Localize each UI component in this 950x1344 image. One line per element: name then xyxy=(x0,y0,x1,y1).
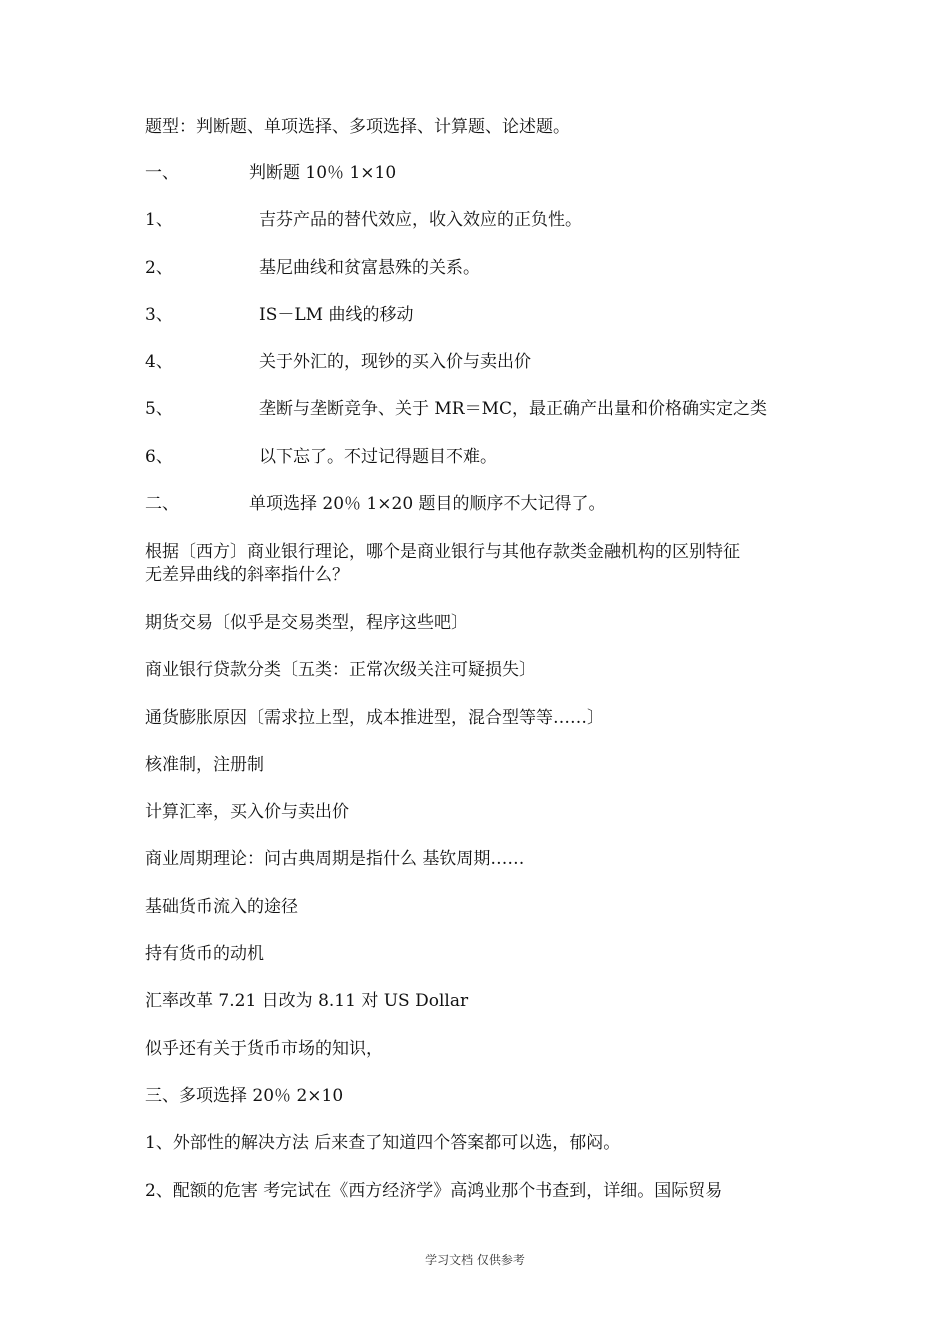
paragraph-line: 基础货币流入的途径 xyxy=(145,897,298,917)
item-number: 5、 xyxy=(145,399,173,419)
item-text: 基尼曲线和贫富悬殊的关系。 xyxy=(259,258,480,278)
section-1-heading xyxy=(145,162,397,184)
item-number: 4、 xyxy=(145,352,173,372)
list-item xyxy=(145,257,480,279)
list-item xyxy=(145,351,531,373)
list-item: 1、外部性的解决方法 后来查了知道四个答案都可以选，郁闷。 xyxy=(145,1133,621,1153)
paragraph-line: 核准制，注册制 xyxy=(145,755,264,775)
page-footer: 学习文档 仅供参考 xyxy=(425,1253,525,1267)
paragraph-line: 根据〔西方〕商业银行理论，哪个是商业银行与其他存款类金融机构的区别特征 xyxy=(145,542,740,562)
list-item xyxy=(145,209,582,231)
paragraph-line: 计算汇率，买入价与卖出价 xyxy=(145,802,349,822)
paragraph-line: 汇率改革 7.21 日改为 8.11 对 US Dollar xyxy=(145,991,469,1011)
paragraph-line: 商业银行贷款分类〔五类：正常次级关注可疑损失〕 xyxy=(145,660,536,680)
section-3-heading: 三、多项选择 20％ 2×10 xyxy=(145,1086,344,1106)
list-item xyxy=(145,398,768,420)
item-text: 以下忘了。不过记得题目不难。 xyxy=(259,447,497,467)
paragraph-line: 通货膨胀原因〔需求拉上型，成本推进型，混合型等等……〕 xyxy=(145,708,604,728)
item-text: 吉芬产品的替代效应，收入效应的正负性。 xyxy=(259,210,582,230)
item-number: 3、 xyxy=(145,305,173,325)
item-number: 1、 xyxy=(145,210,173,230)
list-item xyxy=(145,304,414,326)
list-item: 2、配额的危害 考完试在《西方经济学》高鸿业那个书查到，详细。国际贸易 xyxy=(145,1181,723,1201)
paragraph-line: 无差异曲线的斜率指什么？ xyxy=(145,565,349,585)
item-text: 关于外汇的，现钞的买入价与卖出价 xyxy=(259,352,531,372)
paragraph-line: 持有货币的动机 xyxy=(145,944,264,964)
list-item xyxy=(145,446,497,468)
item-text: 垄断与垄断竞争、关于 MR＝MC，最正确产出量和价格确实定之类 xyxy=(259,399,768,419)
section-2-heading xyxy=(145,493,606,515)
item-number: 2、 xyxy=(145,258,173,278)
paragraph-line: 商业周期理论：问古典周期是指什么 基钦周期…… xyxy=(145,849,525,869)
section-title: 单项选择 20％ 1×20 题目的顺序不大记得了。 xyxy=(249,494,606,514)
section-number: 一、 xyxy=(145,163,179,183)
question-types-line: 题型：判断题、单项选择、多项选择、计算题、论述题。 xyxy=(145,117,570,137)
paragraph-line: 似乎还有关于货币市场的知识， xyxy=(145,1039,383,1059)
item-text: IS－LM 曲线的移动 xyxy=(259,305,414,325)
section-title: 判断题 10％ 1×10 xyxy=(249,163,397,183)
paragraph-line: 期货交易〔似乎是交易类型，程序这些吧〕 xyxy=(145,613,468,633)
section-number: 二、 xyxy=(145,494,179,514)
item-number: 6、 xyxy=(145,447,173,467)
